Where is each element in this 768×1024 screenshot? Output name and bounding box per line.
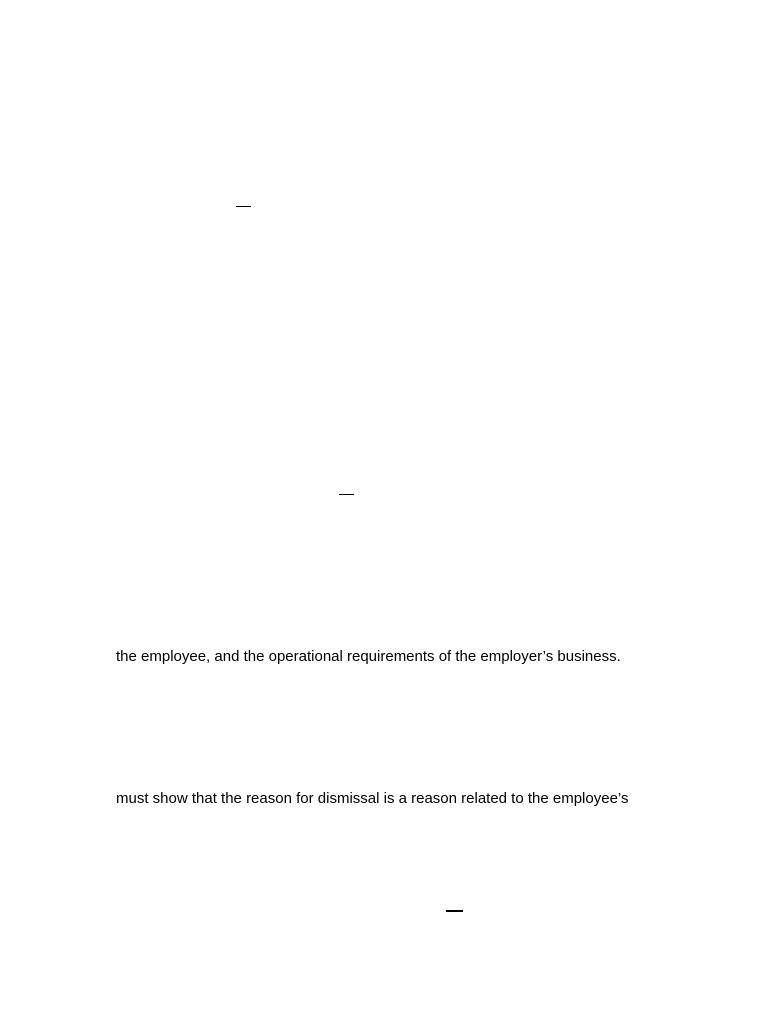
underline-mark (339, 494, 354, 495)
text-line: must show that the reason for dismissal is a reason related to the employee’s (116, 790, 629, 807)
underline-mark (446, 910, 463, 912)
text-line: the employee, and the operational requirements of the employer’s business. (116, 648, 621, 665)
underline-mark (236, 206, 251, 207)
